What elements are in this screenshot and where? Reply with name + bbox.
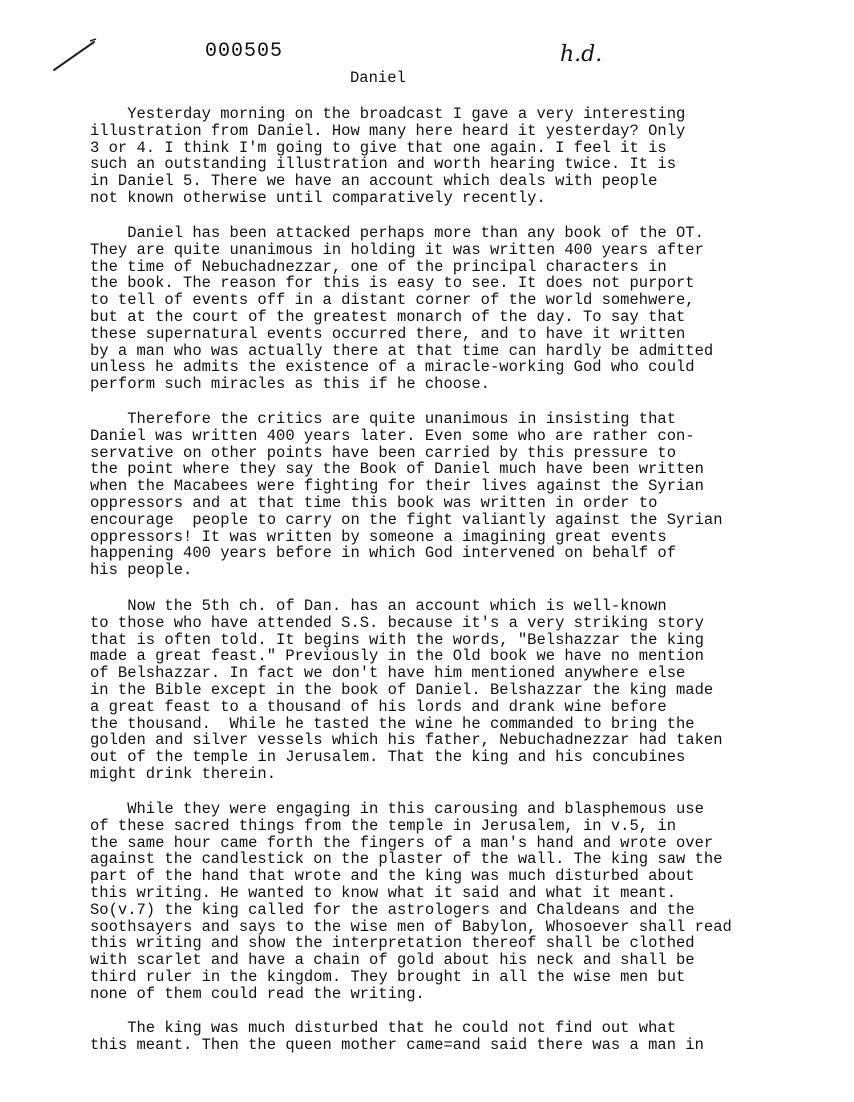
text-line: to those who have attended S.S. because it's a very striking story <box>90 613 704 632</box>
text-line: with scarlet and have a chain of gold about his neck and shall be <box>90 951 695 970</box>
text-line: the book. The reason for this is easy to see. It does not purport <box>90 274 695 293</box>
pen-stroke-mark <box>50 38 100 74</box>
text-line: third ruler in the kingdom. They brought in all the wise men but <box>90 967 686 986</box>
text-line: oppressors and at that time this book was written in order to <box>90 493 658 512</box>
text-line: Therefore the critics are quite unanimous in insisting that <box>90 410 676 428</box>
text-line: Yesterday morning on the broadcast I gave a very interesting <box>90 105 686 123</box>
text-line: these supernatural events occurred there, and to have it written <box>90 324 686 343</box>
text-line: oppressors! It was written by someone a imagining great events <box>90 527 667 546</box>
text-line: Daniel has been attacked perhaps more than any book of the OT. <box>90 224 704 242</box>
paragraph-4 <box>90 598 820 783</box>
text-line: 3 or 4. I think I'm going to give that one again. I feel it is <box>90 138 667 157</box>
paragraph-5 <box>90 801 820 1003</box>
text-line: encourage people to carry on the fight valiantly against the Syrian <box>90 510 723 529</box>
text-line: such an outstanding illustration and worth hearing twice. It is <box>90 155 676 174</box>
text-line: to tell of events off in a distant corner of the world somehwere, <box>90 291 695 310</box>
text-line: Daniel was written 400 years later. Even some who are rather con- <box>90 426 695 445</box>
text-line: of Belshazzar. In fact we don't have him mentioned anywhere else <box>90 664 686 683</box>
text-line: Now the 5th ch. of Dan. has an account which is well-known <box>90 597 667 615</box>
text-line: in Daniel 5. There we have an account which deals with people <box>90 172 658 191</box>
text-line: might drink therein. <box>90 764 277 783</box>
text-line: happening 400 years before in which God intervened on behalf of <box>90 544 676 563</box>
paragraph-6 <box>90 1020 820 1054</box>
text-line: illustration from Daniel. How many here heard it yesterday? Only <box>90 121 686 140</box>
text-line: that is often told. It begins with the words, "Belshazzar the king <box>90 630 704 649</box>
text-line: the time of Nebuchadnezzar, one of the principal characters in <box>90 257 667 276</box>
text-line: this writing and show the interpretation thereof shall be clothed <box>90 934 695 953</box>
text-line: While they were engaging in this carousing and blasphemous use <box>90 800 704 818</box>
text-line: a great feast to a thousand of his lords and drank wine before <box>90 697 667 716</box>
text-line: made a great feast." Previously in the Old book we have no mention <box>90 647 704 666</box>
text-line: by a man who was actually there at that time can hardly be admitted <box>90 341 714 360</box>
text-line: but at the court of the greatest monarch of the day. To say that <box>90 307 686 326</box>
handwritten-initials: h.d. <box>560 42 603 67</box>
document-number: 000505 <box>205 40 284 63</box>
text-line: this meant. Then the queen mother came=and said there was a man in <box>90 1035 704 1054</box>
text-line: his people. <box>90 561 193 580</box>
text-line: against the candlestick on the plaster of the wall. The king saw the <box>90 850 723 869</box>
text-line: in the Bible except in the book of Daniel. Belshazzar the king made <box>90 680 714 699</box>
page-title: Daniel <box>350 69 406 87</box>
text-line: not known otherwise until comparatively recently. <box>90 188 546 207</box>
text-line: perform such miracles as this if he choose. <box>90 375 490 394</box>
text-line: none of them could read the writing. <box>90 984 425 1003</box>
text-line: the thousand. While he tasted the wine he commanded to bring the <box>90 714 695 733</box>
text-line: servative on other points have been carried by this pressure to <box>90 443 676 462</box>
text-line: The king was much disturbed that he could not find out what <box>90 1019 676 1037</box>
paragraph-2 <box>90 225 820 393</box>
text-line: They are quite unanimous in holding it was written 400 years after <box>90 240 704 259</box>
text-line: So(v.7) the king called for the astrologers and Chaldeans and the <box>90 900 695 919</box>
text-line: the point where they say the Book of Daniel much have been written <box>90 460 704 479</box>
text-line: out of the temple in Jerusalem. That the king and his concubines <box>90 748 686 767</box>
paragraph-1 <box>90 106 820 207</box>
text-line: golden and silver vessels which his father, Nebuchadnezzar had taken <box>90 731 723 750</box>
text-line: part of the hand that wrote and the king was much disturbed about <box>90 867 695 886</box>
text-line: the same hour came forth the fingers of a man's hand and wrote over <box>90 833 714 852</box>
text-line: when the Macabees were fighting for their lives against the Syrian <box>90 477 704 496</box>
text-line: unless he admits the existence of a miracle-working God who could <box>90 358 695 377</box>
text-line: this writing. He wanted to know what it said and what it meant. <box>90 883 676 902</box>
paragraph-3 <box>90 411 820 579</box>
text-line: soothsayers and says to the wise men of Babylon, Whosoever shall read <box>90 917 732 936</box>
text-line: of these sacred things from the temple in Jerusalem, in v.5, in <box>90 816 676 835</box>
